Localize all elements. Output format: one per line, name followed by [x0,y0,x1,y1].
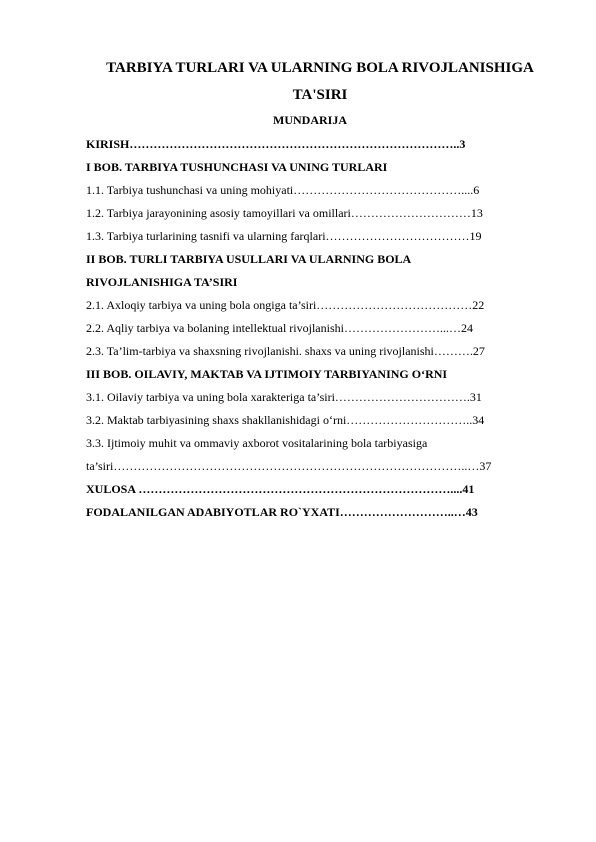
toc-entry: 1.1. Tarbiya tushunchasi va uning mohiyati……………………………………....6 [86,183,480,197]
toc-entry: 2.3. Ta’lim-tarbiya va shaxsning rivojlanishi. shaxs va uning rivojlanishi……….27 [86,344,485,358]
toc-entry: 1.2. Tarbiya jarayonining asosiy tamoyillari va omillari…………………………13 [86,206,483,220]
toc-entry: II BOB. TURLI TARBIYA USULLARI VA ULARNING BOLA [86,252,412,266]
contents-heading: MUNDARIJA [273,113,347,127]
toc-entry: RIVOJLANISHIGA TA’SIRI [86,275,238,289]
toc-entry: XULOSA ……………………………………………………………………....41 [86,482,475,496]
toc-entry: 2.1. Axloqiy tarbiya va uning bola ongiga ta’siri…………………………………22 [86,298,485,312]
toc-entry: I BOB. TARBIYA TUSHUNCHASI VA UNING TURLARI [86,160,388,174]
table-of-contents [86,133,556,524]
toc-entry: KIRISH………………………………………………………………………..3 [86,137,466,151]
document-title-line-2: TA'SIRI [292,87,348,103]
toc-entry: III BOB. OILAVIY, MAKTAB VA IJTIMOIY TARBIYANING O‘RNI [86,367,448,381]
toc-entry: FODALANILGAN ADABIYOTLAR RO`YXATI………………………..…43 [86,505,478,519]
document-title-line-1: TARBIYA TURLARI VA ULARNING BOLA RIVOJLANISHIGA [106,60,534,76]
toc-entry: 1.3. Tarbiya turlarining tasnifi va ularning farqlari………………………………19 [86,229,482,243]
toc-entry: 3.1. Oilaviy tarbiya va uning bola xarakteriga ta’siri…………………………….31 [86,390,482,404]
toc-entry: 3.2. Maktab tarbiyasining shaxs shakllanishidagi o‘rni…………………………..34 [86,413,485,427]
toc-entry: 2.2. Aqliy tarbiya va bolaning intellektual rivojlanishi……………………...…24 [86,321,473,335]
toc-entry: 3.3. Ijtimoiy muhit va ommaviy axborot vositalarining bola tarbiyasiga [86,436,428,450]
toc-entry: ta’siri……………………………………………………………………………..…37 [86,459,492,473]
